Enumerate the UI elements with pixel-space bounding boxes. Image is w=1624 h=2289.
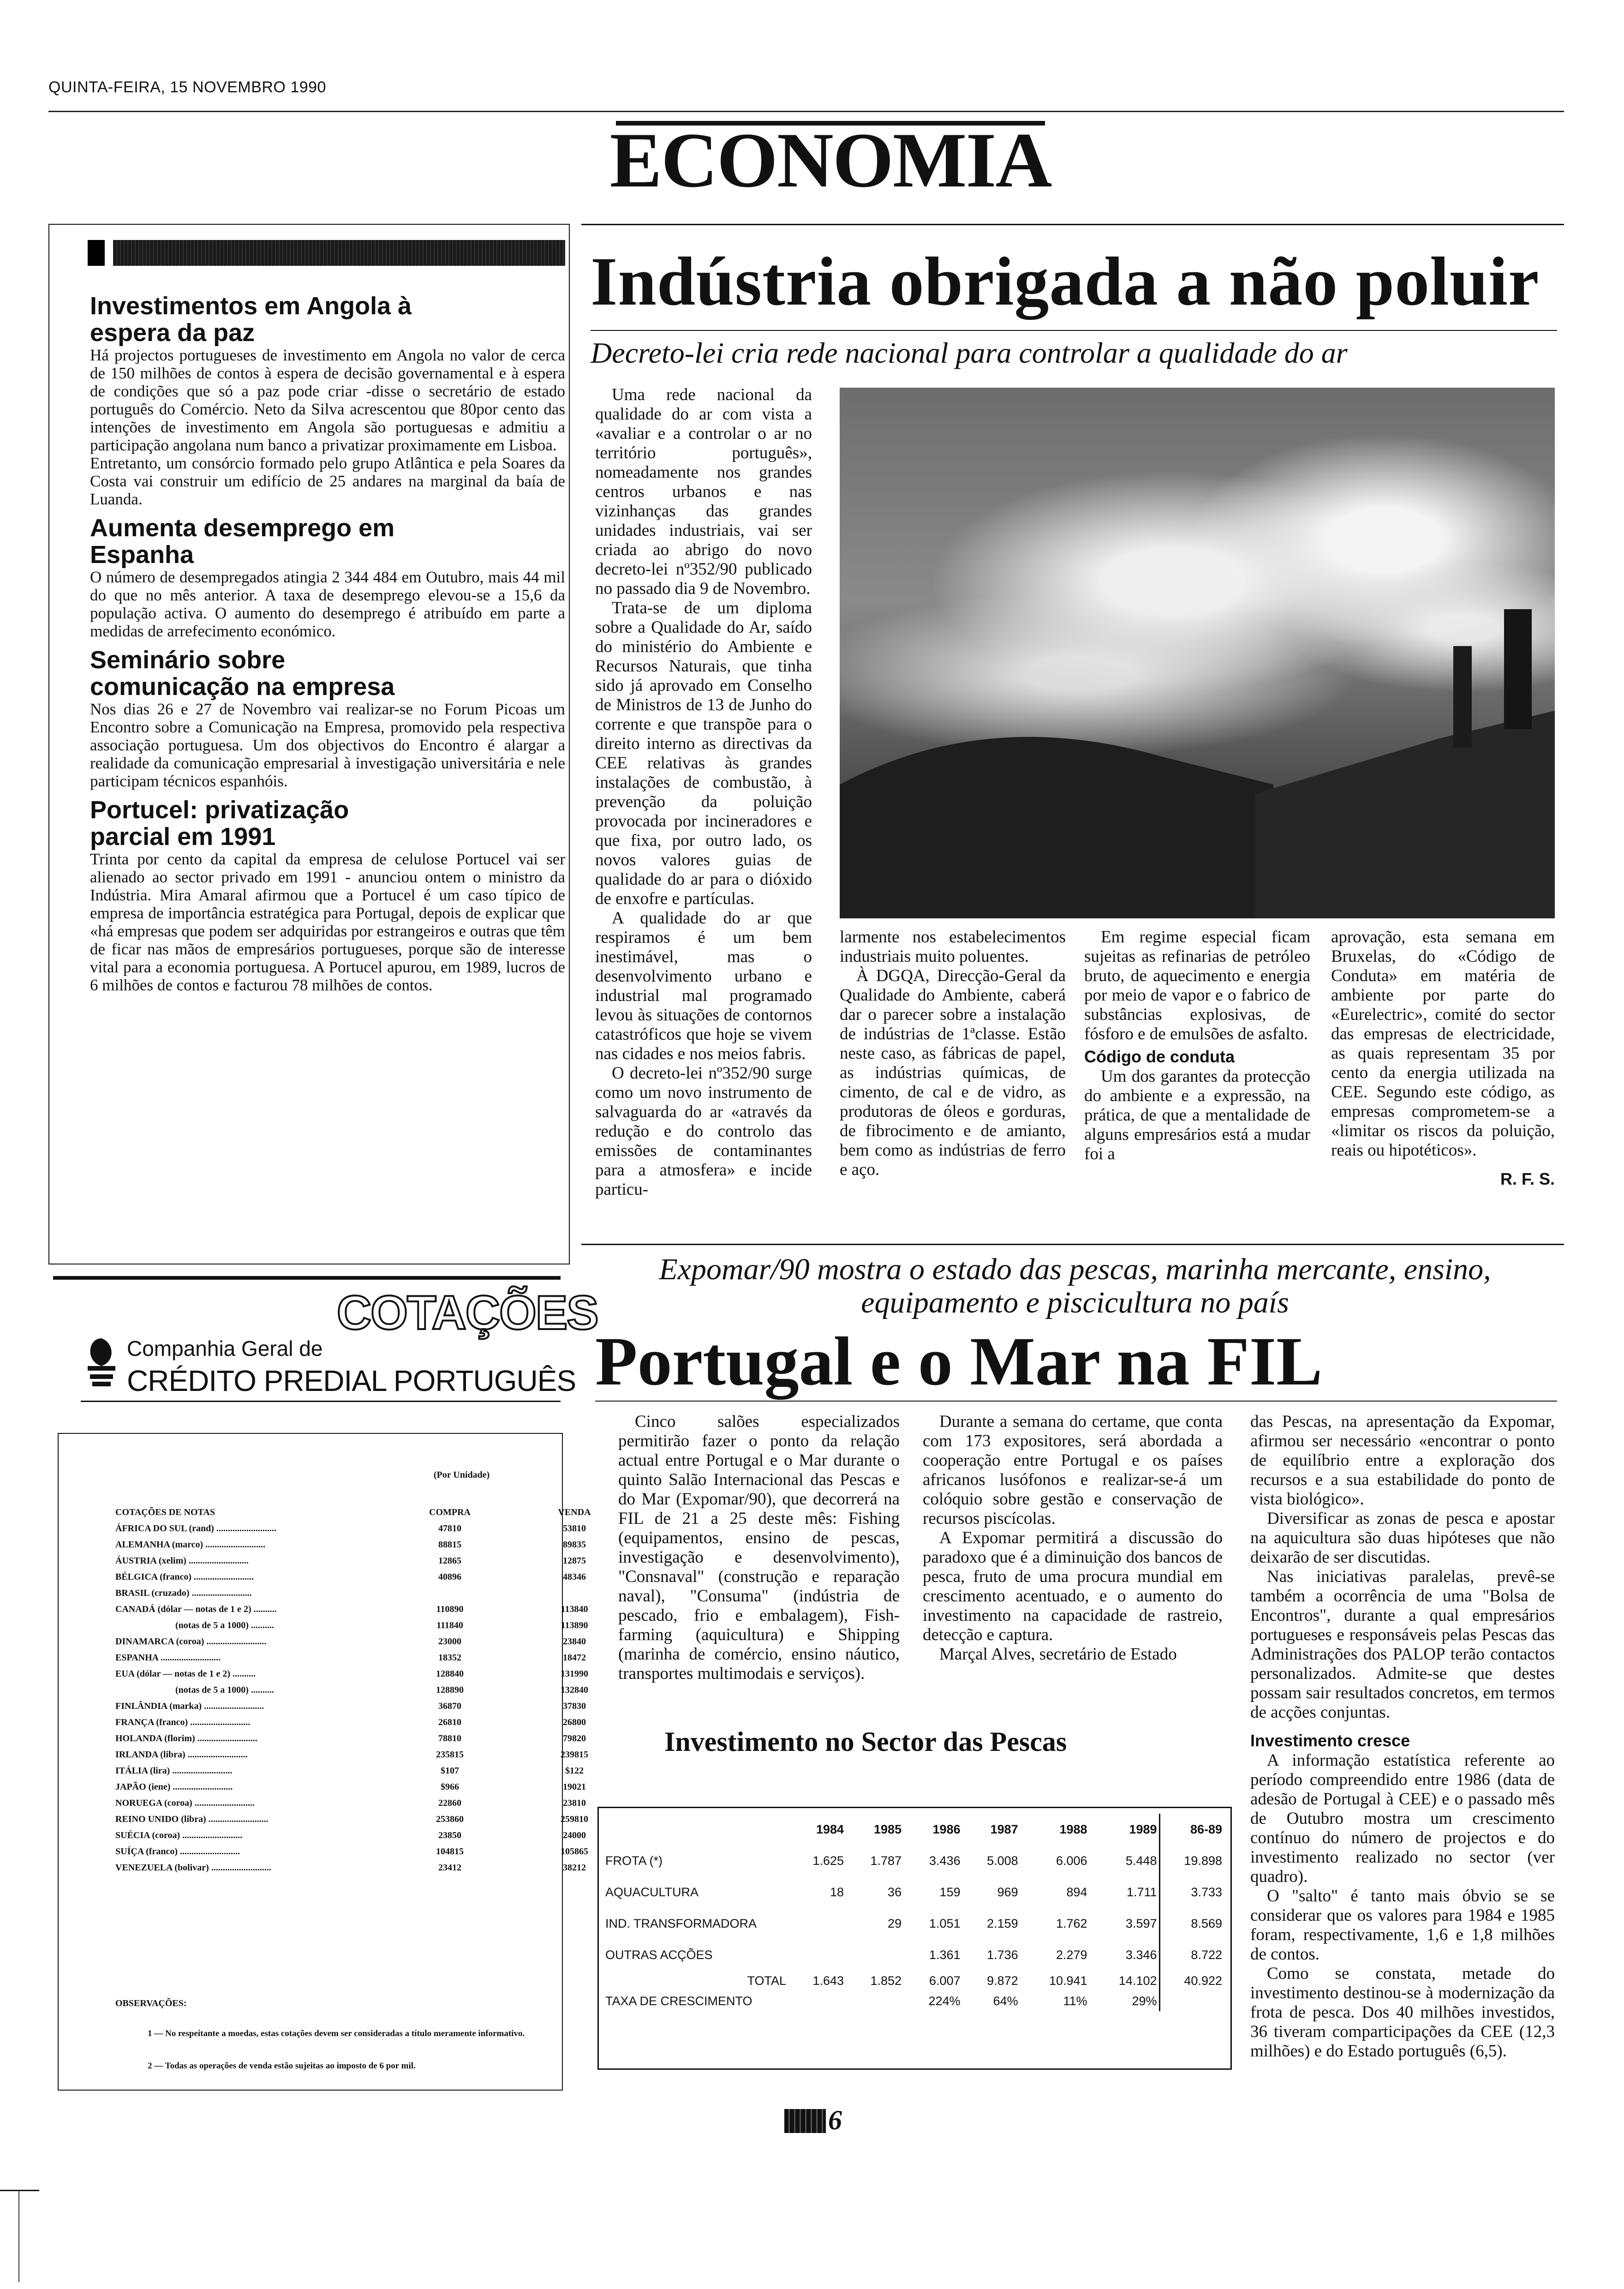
rates-currency: ESPANHA .......................... bbox=[115, 1653, 221, 1663]
rates-unit: (Por Unidade) bbox=[434, 1470, 490, 1480]
table-cell: 64% bbox=[993, 1994, 1018, 2008]
table-cell: 159 bbox=[939, 1885, 961, 1899]
article2-top-rule bbox=[581, 1244, 1564, 1245]
table-cell: 3.436 bbox=[929, 1853, 961, 1868]
table-cell: 1.643 bbox=[812, 1973, 844, 1988]
rates-row bbox=[115, 1634, 630, 1650]
article2-head-rule bbox=[595, 1401, 1557, 1402]
article2-paragraph: Diversificar as zonas de pesca e apostar na aquicultura são duas hipóteses que não deixarão de ser discutidas. bbox=[1250, 1509, 1555, 1567]
rates-row bbox=[115, 1666, 630, 1682]
cotacoes-top-rule bbox=[53, 1276, 561, 1280]
rates-currency: ALEMANHA (marco) .......................... bbox=[115, 1540, 266, 1550]
table-cell: 8.722 bbox=[1159, 1939, 1224, 1971]
table-header: 1986 bbox=[932, 1822, 961, 1836]
article2-paragraph: A Expomar permitirá a discussão do paradoxo que é a diminuição dos bancos de pesca, fruto de uma procura mundial em crescimento acentuado, e o aumento do investimento na capacidade de rastreio, detecção e captura. bbox=[923, 1528, 1223, 1644]
article2-paragraph: A informação estatística referente ao período compreendido entre 1986 (data de adesão de Portugal à CEE) e o passado mês de Outubro mostra um crescimento contínuo do número de projectos e do investimento realizado no sector (ver quadro). bbox=[1250, 1751, 1555, 1886]
article1-paragraph: larmente nos estabelecimentos industriais muito poluentes. bbox=[840, 928, 1066, 966]
rates-currency: FINLÂNDIA (marka) .......................... bbox=[115, 1701, 264, 1711]
article1-paragraph: O decreto-lei nº352/90 surge como um novo instrumento de salvaguarda do ar «através da redução e do controlo das emissões de contaminantes para a atmosfera» e incide particu- bbox=[595, 1064, 812, 1199]
rates-buy: 40896 bbox=[438, 1572, 461, 1582]
table-cell: 3.597 bbox=[1125, 1916, 1157, 1930]
table-cell bbox=[1159, 1991, 1224, 2011]
rates-row bbox=[115, 1860, 630, 1876]
article1-byline: R. F. S. bbox=[1500, 1169, 1555, 1188]
table-cell: 19.898 bbox=[1159, 1845, 1224, 1876]
table-cell: 40.922 bbox=[1159, 1971, 1224, 1991]
table-cell: 1.711 bbox=[1126, 1885, 1157, 1899]
rates-sell: 12875 bbox=[563, 1556, 586, 1566]
table-title: Investimento no Sector das Pescas bbox=[664, 1726, 1067, 1757]
rates-row bbox=[115, 1585, 630, 1601]
rates-row bbox=[115, 1844, 630, 1860]
article1-paragraph: A qualidade do ar que respiramos é um bem inestimável, mas o desenvolvimento urbano e industrial mal programado levou às situações de contornos catastróficos que hoje se vivem nas cidades e nos meios fabris. bbox=[595, 909, 812, 1063]
table-cell: 8.569 bbox=[1159, 1908, 1224, 1939]
rates-sell: 113890 bbox=[561, 1620, 588, 1630]
rates-sell: 259810 bbox=[561, 1814, 588, 1824]
article1-paragraph: À DGQA, Direcção-Geral da Qualidade do Ambiente, caberá dar o parecer sobre a instalação de indústrias de 1ªclasse. Estão neste caso, as fábricas de papel, as indústrias químicas, de cimento, de cal e de vidro, as produtoras de óleos e gorduras, de fibrocimento e de amianto, bem como as indústrias de ferro e aço. bbox=[840, 966, 1066, 1179]
rates-sell: 18472 bbox=[563, 1653, 586, 1663]
table-cell: 3.346 bbox=[1125, 1947, 1157, 1962]
article1-head-rule bbox=[591, 330, 1557, 331]
rates-buy: 78810 bbox=[438, 1733, 461, 1744]
article2-paragraph: Marçal Alves, secretário de Estado bbox=[939, 1645, 1177, 1664]
table-row bbox=[603, 1939, 1224, 1971]
article1-subheading: Código de conduta bbox=[1084, 1047, 1235, 1066]
rates-row bbox=[115, 1747, 630, 1763]
table-row-label: TAXA DE CRESCIMENTO bbox=[605, 1994, 752, 2008]
rates-buy: 23412 bbox=[438, 1863, 461, 1873]
rates-currency: ÁFRICA DO SUL (rand) .......................... bbox=[115, 1523, 276, 1534]
rates-sell: 23840 bbox=[563, 1636, 586, 1647]
rates-currency: FRANÇA (franco) .......................... bbox=[115, 1717, 251, 1727]
table-header: 1985 bbox=[874, 1822, 902, 1836]
table-cell: 1.051 bbox=[929, 1916, 961, 1930]
table-cell: 5.448 bbox=[1125, 1853, 1157, 1868]
table-cell: 969 bbox=[997, 1885, 1018, 1899]
rates-buy: 235815 bbox=[436, 1750, 464, 1760]
article1-col1-top bbox=[595, 385, 812, 1199]
table-cell: 1.361 bbox=[929, 1947, 961, 1962]
table-cell: 36 bbox=[888, 1885, 902, 1899]
table-header: 1987 bbox=[990, 1822, 1018, 1836]
briefs-header-square bbox=[88, 240, 113, 266]
rates-notes-title: OBSERVAÇÕES: bbox=[115, 1998, 187, 2008]
rates-sell: 79820 bbox=[563, 1733, 586, 1744]
table-cell bbox=[788, 1908, 846, 1939]
table-cell: 18 bbox=[830, 1885, 844, 1899]
rates-sell: 24000 bbox=[563, 1830, 586, 1840]
article2-subheading: Investimento cresce bbox=[1250, 1731, 1410, 1750]
table-row-label: IND. TRANSFORMADORA bbox=[605, 1916, 757, 1930]
rates-currency: DINAMARCA (coroa) .......................... bbox=[115, 1636, 267, 1647]
article2-paragraph: das Pescas, na apresentação da Expomar, afirmou ser necessário «encontrar o ponto de equilíbrio entre a exploração dos recursos e a sua estabilidade do ponto de vista biológico». bbox=[1250, 1412, 1555, 1509]
rates-sell: $122 bbox=[565, 1766, 584, 1776]
brief-body: Trinta por cento da capital da empresa de celulose Portucel vai ser alienado ao sector privado em 1991 - anunciou ontem o ministro da Indústria. Mira Amaral afirmou que a Portucel é um caso típico de empresa de importância estratégica para Portugal, depois de explicar que «há empresas que podem ser adquiridas por estrangeiros e outras que têm de ficar nas mãos de empresários portugueses, porque são de interesse vital para a economia portuguesa. A Portucel apurou, em 1989, lucros de 6 milhões de contos e facturou 78 milhões de contos. bbox=[90, 850, 565, 994]
article1-col4 bbox=[1331, 928, 1555, 1189]
briefs-header-bar bbox=[88, 240, 565, 266]
article1-paragraph: Uma rede nacional da qualidade do ar com vista a «avaliar e a controlar o ar no território português», nomeadamente nos grandes centros urbanos e nas vizinhanças das grandes unidades industriais, vai ser criada ao abrigo do novo decreto-lei nº352/90 publicado no passado dia 9 de Novembro. bbox=[595, 385, 812, 598]
rates-row bbox=[115, 1731, 630, 1747]
table-cell: 2.279 bbox=[1056, 1947, 1087, 1962]
rates-sell: 89835 bbox=[563, 1540, 586, 1550]
article2-kicker: Expomar/90 mostra o estado das pescas, marinha mercante, ensino, equipamento e piscicultura no país bbox=[659, 1252, 1491, 1319]
rates-currency: JAPÃO (iene) .......................... bbox=[115, 1782, 233, 1792]
rates-note: 2 — Todas as operações de venda estão sujeitas ao imposto de 6 por mil. bbox=[148, 2061, 416, 2071]
rates-currency: (notas de 5 a 1000) .......... bbox=[175, 1685, 274, 1695]
table-cell: 1.762 bbox=[1056, 1916, 1087, 1930]
table-row bbox=[603, 1876, 1224, 1908]
rates-buy: 111840 bbox=[436, 1620, 463, 1630]
rates-row bbox=[115, 1569, 630, 1585]
rates-currency: VENEZUELA (bolivar) .......................... bbox=[115, 1863, 271, 1873]
bank-name-line2: CRÉDITO PREDIAL PORTUGUÊS bbox=[127, 1364, 576, 1397]
rates-currency: (notas de 5 a 1000) .......... bbox=[175, 1620, 274, 1630]
brief-title: Aumenta desemprego em Espanha bbox=[90, 514, 395, 569]
rates-currency: NORUEGA (coroa) .......................... bbox=[115, 1798, 255, 1808]
rates-buy: 128840 bbox=[436, 1669, 464, 1679]
rates-buy: 47810 bbox=[438, 1523, 461, 1534]
rates-currency: EUA (dólar — notas de 1 e 2) .......... bbox=[115, 1669, 256, 1679]
rates-row bbox=[115, 1795, 630, 1811]
rates-currency: REINO UNIDO (libra) .......................... bbox=[115, 1814, 269, 1824]
table-header bbox=[603, 1814, 788, 1845]
table-cell bbox=[846, 1939, 903, 1971]
brief-title: Investimentos em Angola à espera da paz bbox=[90, 292, 412, 347]
rates-sell: 239815 bbox=[561, 1750, 588, 1760]
rates-row bbox=[115, 1828, 630, 1844]
rates-buy: $966 bbox=[441, 1782, 459, 1792]
rates-note: 1 — No respeitante a moedas, estas cotações devem ser consideradas a título meramente informativo. bbox=[148, 2029, 525, 2038]
table-cell bbox=[788, 1991, 846, 2011]
rates-buy: 18352 bbox=[438, 1653, 461, 1663]
article1-paragraph: Em regime especial ficam sujeitas as refinarias de petróleo bruto, de aquecimento e energia por meio de vapor e o fabrico de substâncias explosivas, de fósforo e de emulsões de asfalto. bbox=[1084, 928, 1310, 1043]
rates-buy: 36870 bbox=[438, 1701, 461, 1711]
article2-col1 bbox=[618, 1412, 900, 1684]
rates-sell: 131990 bbox=[561, 1669, 588, 1679]
table-cell: 11% bbox=[1063, 1994, 1087, 2008]
rates-buy: $107 bbox=[441, 1766, 459, 1776]
masthead-rule bbox=[48, 111, 1564, 112]
table-cell: 1.852 bbox=[870, 1973, 902, 1988]
rates-buy: 88815 bbox=[438, 1540, 461, 1550]
rates-row bbox=[115, 1553, 630, 1569]
table-cell: 3.733 bbox=[1159, 1876, 1224, 1908]
rates-currency: ÁUSTRIA (xelim) .......................... bbox=[115, 1556, 249, 1566]
table-row bbox=[603, 1845, 1224, 1876]
article2-headline: Portugal e o Mar na FIL bbox=[595, 1323, 1323, 1400]
brief-body: Nos dias 26 e 27 de Novembro vai realizar-se no Forum Picoas um Encontro sobre a Comunicação na Empresa, promovido pela respectiva associação portuguesa. Um dos objectivos do Encontro é alargar a realidade da comunicação empresarial à investigação universitária e nele participam técnicos espanhóis. bbox=[90, 700, 565, 790]
rates-row bbox=[115, 1521, 630, 1537]
rates-currency: SUÉCIA (coroa) .......................... bbox=[115, 1830, 243, 1840]
article2-paragraph: Nas iniciativas paralelas, prevê-se também a ocorrência de uma "Bolsa de Encontros", durante a qual empresários portugueses e responsáveis pelas Pescas das Administrações dos PALOP terão contactos personalizados. Admite-se que destes possam sair resultados concretos, em termos de acções conjuntas. bbox=[1250, 1567, 1555, 1722]
article1-paragraph: Trata-se de um diploma sobre a Qualidade do Ar, saído do ministério do Ambiente e Recursos Naturais, que tinha sido já aprovado em Conselho de Ministros de 13 de Junho do corrente e que transpõe para o direito interno as directivas da CEE relativas às grandes instalações de combustão, à prevenção da poluição provocada por incineradores e que fixa, por outro lado, os novos valores guias de qualidade do ar para o dióxido de enxofre e partículas. bbox=[595, 599, 812, 908]
article2-paragraph: Cinco salões especializados permitirão fazer o ponto da relação actual entre Portugal e o Mar durante o quinto Salão Internacional das Pescas e do Mar (Expomar/90), que decorrerá na FIL de 21 a 25 deste mês: Fishing (equipamentos, ensino de pescas, investigação e desenvolvimento), "Consnaval" (construção e reparação naval), "Consuma" (indústria de pescado, frio e embalagem), Fish-farming (aquicultura) e Shipping (marinha de comércio, ensino náutico, transportes multimodais e serviços). bbox=[618, 1412, 900, 1683]
rates-buy: 23000 bbox=[438, 1636, 461, 1647]
rates-buy: 253860 bbox=[436, 1814, 464, 1824]
brief-item bbox=[90, 515, 565, 640]
table-cell: 29 bbox=[888, 1916, 902, 1930]
rates-row bbox=[115, 1811, 630, 1828]
rates-currency: IRLANDA (libra) .......................... bbox=[115, 1750, 248, 1760]
brief-item bbox=[90, 293, 565, 508]
scan-corner-mark bbox=[0, 2190, 39, 2191]
brief-item bbox=[90, 797, 565, 994]
rates-sell: 48346 bbox=[563, 1572, 586, 1582]
table-header: 86-89 bbox=[1159, 1814, 1224, 1845]
article2-col2 bbox=[923, 1412, 1223, 1664]
rates-header-currency: COTAÇÕES DE NOTAS bbox=[115, 1507, 215, 1517]
table-row-label: OUTRAS ACÇÕES bbox=[605, 1947, 713, 1962]
rates-currency: SUÍÇA (franco) .......................... bbox=[115, 1846, 240, 1857]
table-cell: 29% bbox=[1132, 1994, 1157, 2008]
bank-name-line1: Companhia Geral de bbox=[127, 1336, 323, 1360]
table-cell: 1.625 bbox=[812, 1853, 844, 1868]
rates-sell: 132840 bbox=[561, 1685, 588, 1695]
table-row-label: AQUACULTURA bbox=[605, 1885, 699, 1899]
rates-sell: 105865 bbox=[561, 1846, 588, 1857]
page-number: 6 bbox=[828, 2105, 842, 2135]
table-header: 1989 bbox=[1129, 1822, 1157, 1836]
rates-buy: 110890 bbox=[436, 1604, 464, 1614]
rates-sell: 26800 bbox=[563, 1717, 586, 1727]
rates-row bbox=[115, 1601, 630, 1618]
article2-paragraph: Durante a semana do certame, que conta com 173 expositores, será abordada a cooperação entre Portugal e os países africanos lusófonos e realizar-se-á um colóquio sobre gestão e conservação de recursos piscícolas. bbox=[923, 1412, 1223, 1528]
rates-buy: 26810 bbox=[438, 1717, 461, 1727]
rates-header bbox=[115, 1504, 630, 1521]
scan-side-mark bbox=[18, 2190, 19, 2282]
article1-col2 bbox=[840, 928, 1066, 1180]
table-cell bbox=[846, 1991, 903, 2011]
article1-paragraph: aprovação, esta semana em Bruxelas, do «Código de Conduta» em matéria de ambiente por parte do «Eurelectric», comité do sector das empresas de electricidade, as quais representam 35 por cento da energia utilizada na CEE. Segundo este código, as empresas comprometem-se a «limitar os riscos da poluição, reais ou hipotéticos». bbox=[1331, 928, 1555, 1160]
rates-sell: 19021 bbox=[563, 1782, 586, 1792]
pollution-photo bbox=[840, 388, 1555, 918]
article1-col3 bbox=[1084, 928, 1310, 1164]
rates-row bbox=[115, 1779, 630, 1795]
table-header-row bbox=[603, 1814, 1224, 1845]
rates-currency: BRASIL (cruzado) .......................... bbox=[115, 1588, 252, 1598]
rates-row bbox=[115, 1618, 630, 1634]
table-header: 1988 bbox=[1059, 1822, 1087, 1836]
article1-paragraph: Um dos garantes da protecção do ambiente e a expressão, na prática, de que a mentalidade de alguns empresários está a mudar foi a bbox=[1084, 1067, 1310, 1163]
rates-currency: HOLANDA (florim) .......................... bbox=[115, 1733, 257, 1744]
table-cell: 10.941 bbox=[1049, 1973, 1087, 1988]
rates-sell: 23810 bbox=[563, 1798, 586, 1808]
table-cell: 224% bbox=[928, 1994, 961, 2008]
cotacoes-title: COTAÇÕES bbox=[337, 1286, 598, 1340]
article1-headline: Indústria obrigada a não poluir bbox=[591, 243, 1540, 320]
table-cell: 894 bbox=[1066, 1885, 1087, 1899]
rates-buy: 128890 bbox=[436, 1685, 464, 1695]
photo-structures bbox=[840, 388, 1555, 918]
table-cell bbox=[788, 1939, 846, 1971]
briefs-column bbox=[90, 286, 565, 994]
table-cell: 6.007 bbox=[929, 1973, 961, 1988]
brief-body: O número de desempregados atingia 2 344 484 em Outubro, mais 44 mil do que no mês anterior. A taxa de desemprego elevou-se a 15,6 da população activa. O aumento do desemprego é atribuído em parte a medidas de arrefecimento económico. bbox=[90, 568, 565, 640]
rates-header-sell: VENDA bbox=[558, 1507, 591, 1517]
table-cell: 2.159 bbox=[987, 1916, 1018, 1930]
table-row bbox=[603, 1908, 1224, 1939]
table-cell: 1.787 bbox=[870, 1853, 902, 1868]
rates-sell: 38212 bbox=[563, 1863, 586, 1873]
investment-table-box bbox=[597, 1807, 1232, 2070]
article2-paragraph: O "salto" é tanto mais óbvio se se considerar que os valores para 1984 e 1985 foram, respectivamente, 1,6 e 1,8 milhões de contos. bbox=[1250, 1887, 1555, 1964]
brief-title: Seminário sobre comunicação na empresa bbox=[90, 646, 395, 701]
article1-subhead: Decreto-lei cria rede nacional para controlar a qualidade do ar bbox=[591, 336, 1348, 369]
brief-title: Portucel: privatização parcial em 1991 bbox=[90, 796, 349, 851]
rates-buy: 23850 bbox=[438, 1830, 461, 1840]
rates-buy: 12865 bbox=[438, 1556, 461, 1566]
article2-col3 bbox=[1250, 1412, 1555, 2061]
rates-header-buy: COMPRA bbox=[429, 1507, 471, 1517]
rates-row bbox=[115, 1763, 630, 1779]
brief-body: Há projectos portugueses de investimento em Angola no valor de cerca de 150 milhões de contos à espera de decisão governamental e à espera de condições que só a paz pode criar -disse o secretário de estado português do Comércio. Neto da Silva acrescentou que 80por cento das intenções de investimento em Angola são portuguesas e admitiu a participação angolana num banco a privatizar proximamente em Lisboa. Entretanto, um consórcio formado pelo grupo Atlântica e pela Soares da Costa vai construir um edifício de 25 andares na marginal da baía de Luanda. bbox=[90, 346, 565, 508]
table-row bbox=[603, 1971, 1224, 1991]
rates-currency: CANADÁ (dólar — notas de 1 e 2) .......... bbox=[115, 1604, 277, 1614]
rates-sell: 53810 bbox=[563, 1523, 586, 1534]
rates-row bbox=[115, 1682, 630, 1698]
table-row bbox=[603, 1991, 1224, 2011]
cotacoes-rule bbox=[81, 1401, 561, 1402]
rates-sell: 113840 bbox=[561, 1604, 588, 1614]
investment-table bbox=[603, 1814, 1224, 2011]
table-cell: 5.008 bbox=[987, 1853, 1018, 1868]
rates-row bbox=[115, 1650, 630, 1666]
table-row-label: TOTAL bbox=[747, 1973, 786, 1988]
rates-row bbox=[115, 1537, 630, 1553]
article1-top-rule bbox=[581, 224, 1564, 225]
page-date: QUINTA-FEIRA, 15 NOVEMBRO 1990 bbox=[48, 78, 326, 96]
rates-row bbox=[115, 1698, 630, 1714]
table-header: 1984 bbox=[816, 1822, 844, 1836]
article2-paragraph: Como se constata, metade do investimento destinou-se à modernização da frota de pesca. Dos 40 milhões investidos, 36 tiveram comparticipações da CEE (12,3 milhões) e do Estado português (6,5). bbox=[1250, 1964, 1555, 2061]
brief-item bbox=[90, 647, 565, 790]
rates-buy: 22860 bbox=[438, 1798, 461, 1808]
table-row-label: FROTA (*) bbox=[605, 1853, 663, 1868]
section-title: ECONOMIA bbox=[609, 117, 1051, 204]
bank-logo-icon bbox=[83, 1334, 120, 1389]
rates-row bbox=[115, 1714, 630, 1731]
rates-buy: 104815 bbox=[436, 1846, 464, 1857]
page-footer-logo bbox=[784, 2109, 826, 2133]
rates-currency: ITÁLIA (lira) .......................... bbox=[115, 1766, 233, 1776]
rates-sell: 37830 bbox=[563, 1701, 586, 1711]
table-cell: 6.006 bbox=[1056, 1853, 1087, 1868]
rates-currency: BÉLGICA (franco) .......................... bbox=[115, 1572, 254, 1582]
rates-table bbox=[115, 1504, 630, 1876]
table-cell: 14.102 bbox=[1118, 1973, 1157, 1988]
table-cell: 9.872 bbox=[987, 1973, 1018, 1988]
table-cell: 1.736 bbox=[987, 1947, 1018, 1962]
